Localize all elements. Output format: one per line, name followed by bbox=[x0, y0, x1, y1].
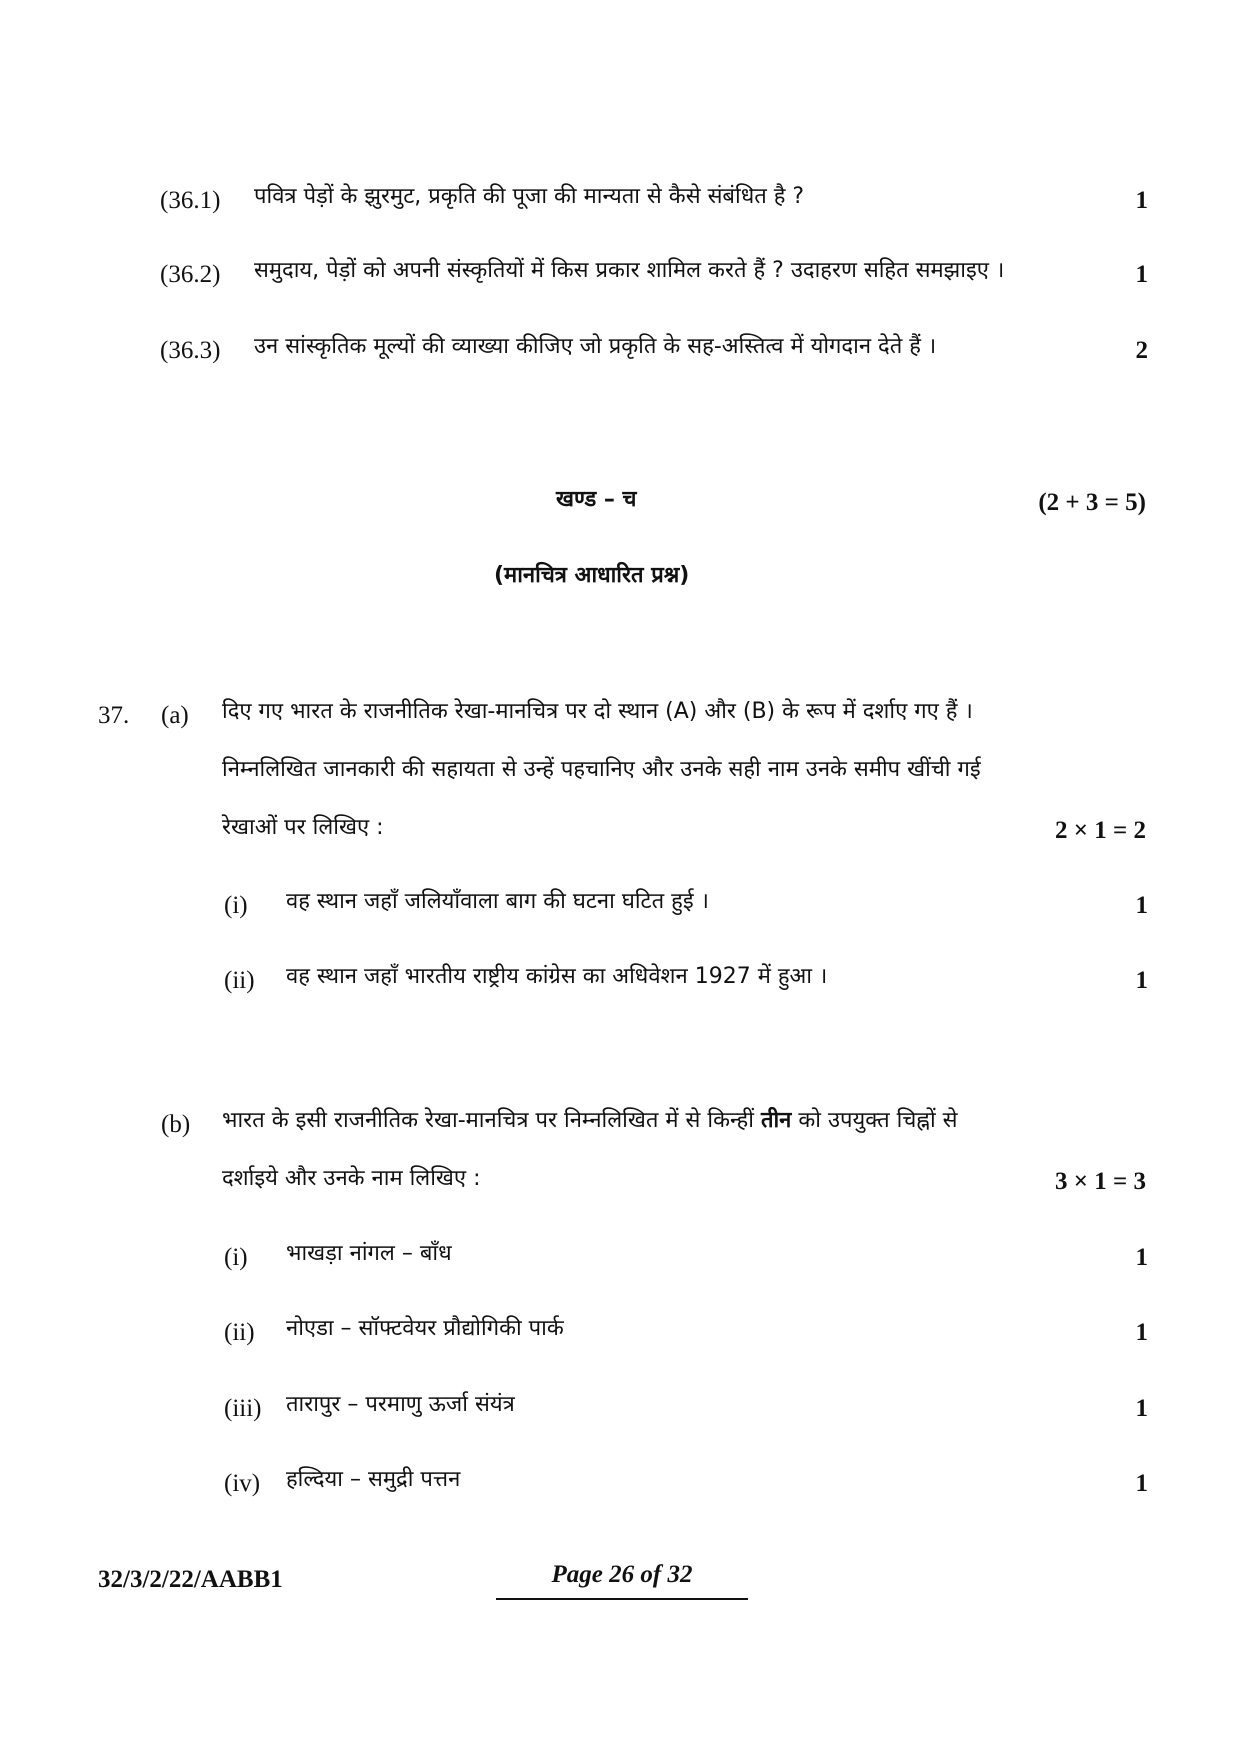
q36-2-text: समुदाय, पेड़ों को अपनी संस्कृतियों में किस प्रकार शामिल करते हैं ? उदाहरण सहित समझाइए । bbox=[254, 258, 1005, 283]
q37b-label: (b) bbox=[161, 1111, 191, 1138]
q37-number: 37. bbox=[98, 702, 130, 729]
paper-code: 32/3/2/22/AABB1 bbox=[98, 1566, 283, 1593]
q37b-ii-text: नोएडा – सॉफ्टवेयर प्रौद्योगिकी पार्क bbox=[286, 1316, 564, 1341]
page-number: Page 26 of 32 bbox=[551, 1561, 693, 1588]
q37b-ii-marks: 1 bbox=[1135, 1319, 1148, 1346]
q37b-line-1-post: को उपयुक्त चिह्नों से bbox=[798, 1108, 958, 1133]
section-title: खण्ड – च bbox=[556, 487, 637, 512]
q37a-ii-number: (ii) bbox=[224, 967, 255, 994]
q37b-ii-number: (ii) bbox=[224, 1319, 255, 1346]
q37b-iii-marks: 1 bbox=[1135, 1395, 1148, 1422]
q36-2-marks: 1 bbox=[1135, 261, 1148, 288]
q37a-ii-marks: 1 bbox=[1135, 967, 1148, 994]
q37b-line-2: दर्शाइये और उनके नाम लिखिए : bbox=[222, 1166, 481, 1191]
q37b-i-text: भाखड़ा नांगल – बाँध bbox=[286, 1241, 452, 1266]
q36-3-marks: 2 bbox=[1135, 337, 1148, 364]
q37b-i-number: (i) bbox=[224, 1244, 248, 1271]
q37a-i-number: (i) bbox=[224, 892, 248, 919]
q36-3-number: (36.3) bbox=[160, 337, 221, 364]
q37a-ii-text: वह स्थान जहाँ भारतीय राष्ट्रीय कांग्रेस का अधिवेशन 1927 में हुआ । bbox=[286, 964, 828, 989]
q37a-line-3: रेखाओं पर लिखिए : bbox=[222, 815, 384, 840]
q37a-i-marks: 1 bbox=[1135, 892, 1148, 919]
q37a-line-2: निम्नलिखित जानकारी की सहायता से उन्हें पहचानिए और उनके सही नाम उनके समीप खींची गई bbox=[222, 757, 981, 782]
q37b-line-1-pre: भारत के इसी राजनीतिक रेखा-मानचित्र पर निम्नलिखित में से किन्हीं bbox=[222, 1108, 754, 1133]
q37b-i-marks: 1 bbox=[1135, 1244, 1148, 1271]
page-number-underline bbox=[496, 1598, 748, 1600]
q37b-iii-number: (iii) bbox=[224, 1395, 262, 1422]
q37b-iv-number: (iv) bbox=[224, 1470, 261, 1497]
q36-1-number: (36.1) bbox=[160, 187, 221, 214]
q37b-line-1-bold: तीन bbox=[760, 1108, 792, 1133]
q37b-iv-marks: 1 bbox=[1135, 1470, 1148, 1497]
q37a-i-text: वह स्थान जहाँ जलियाँवाला बाग की घटना घटित हुई । bbox=[286, 889, 709, 914]
q36-1-marks: 1 bbox=[1135, 187, 1148, 214]
q36-2-number: (36.2) bbox=[160, 261, 221, 288]
q37b-iii-text: तारापुर – परमाणु ऊर्जा संयंत्र bbox=[286, 1392, 515, 1417]
section-marks: (2 + 3 = 5) bbox=[1038, 489, 1146, 516]
q37a-line-1: दिए गए भारत के राजनीतिक रेखा-मानचित्र पर दो स्थान (A) और (B) के रूप में दर्शाए गए हैं । bbox=[222, 699, 973, 724]
page-number-block bbox=[496, 1562, 748, 1595]
section-subtitle: (मानचित्र आधारित प्रश्न) bbox=[494, 563, 690, 588]
q37a-marks: 2 × 1 = 2 bbox=[1055, 817, 1146, 844]
q37a-label: (a) bbox=[161, 702, 189, 729]
q37b-marks: 3 × 1 = 3 bbox=[1055, 1168, 1146, 1195]
q36-1-text: पवित्र पेड़ों के झुरमुट, प्रकृति की पूजा की मान्यता से कैसे संबंधित है ? bbox=[254, 184, 805, 209]
q37b-iv-text: हल्दिया – समुद्री पत्तन bbox=[286, 1467, 461, 1492]
q37b-line-1 bbox=[222, 1110, 958, 1132]
q36-3-text: उन सांस्कृतिक मूल्यों की व्याख्या कीजिए जो प्रकृति के सह-अस्तित्व में योगदान देते हैं । bbox=[254, 334, 937, 359]
